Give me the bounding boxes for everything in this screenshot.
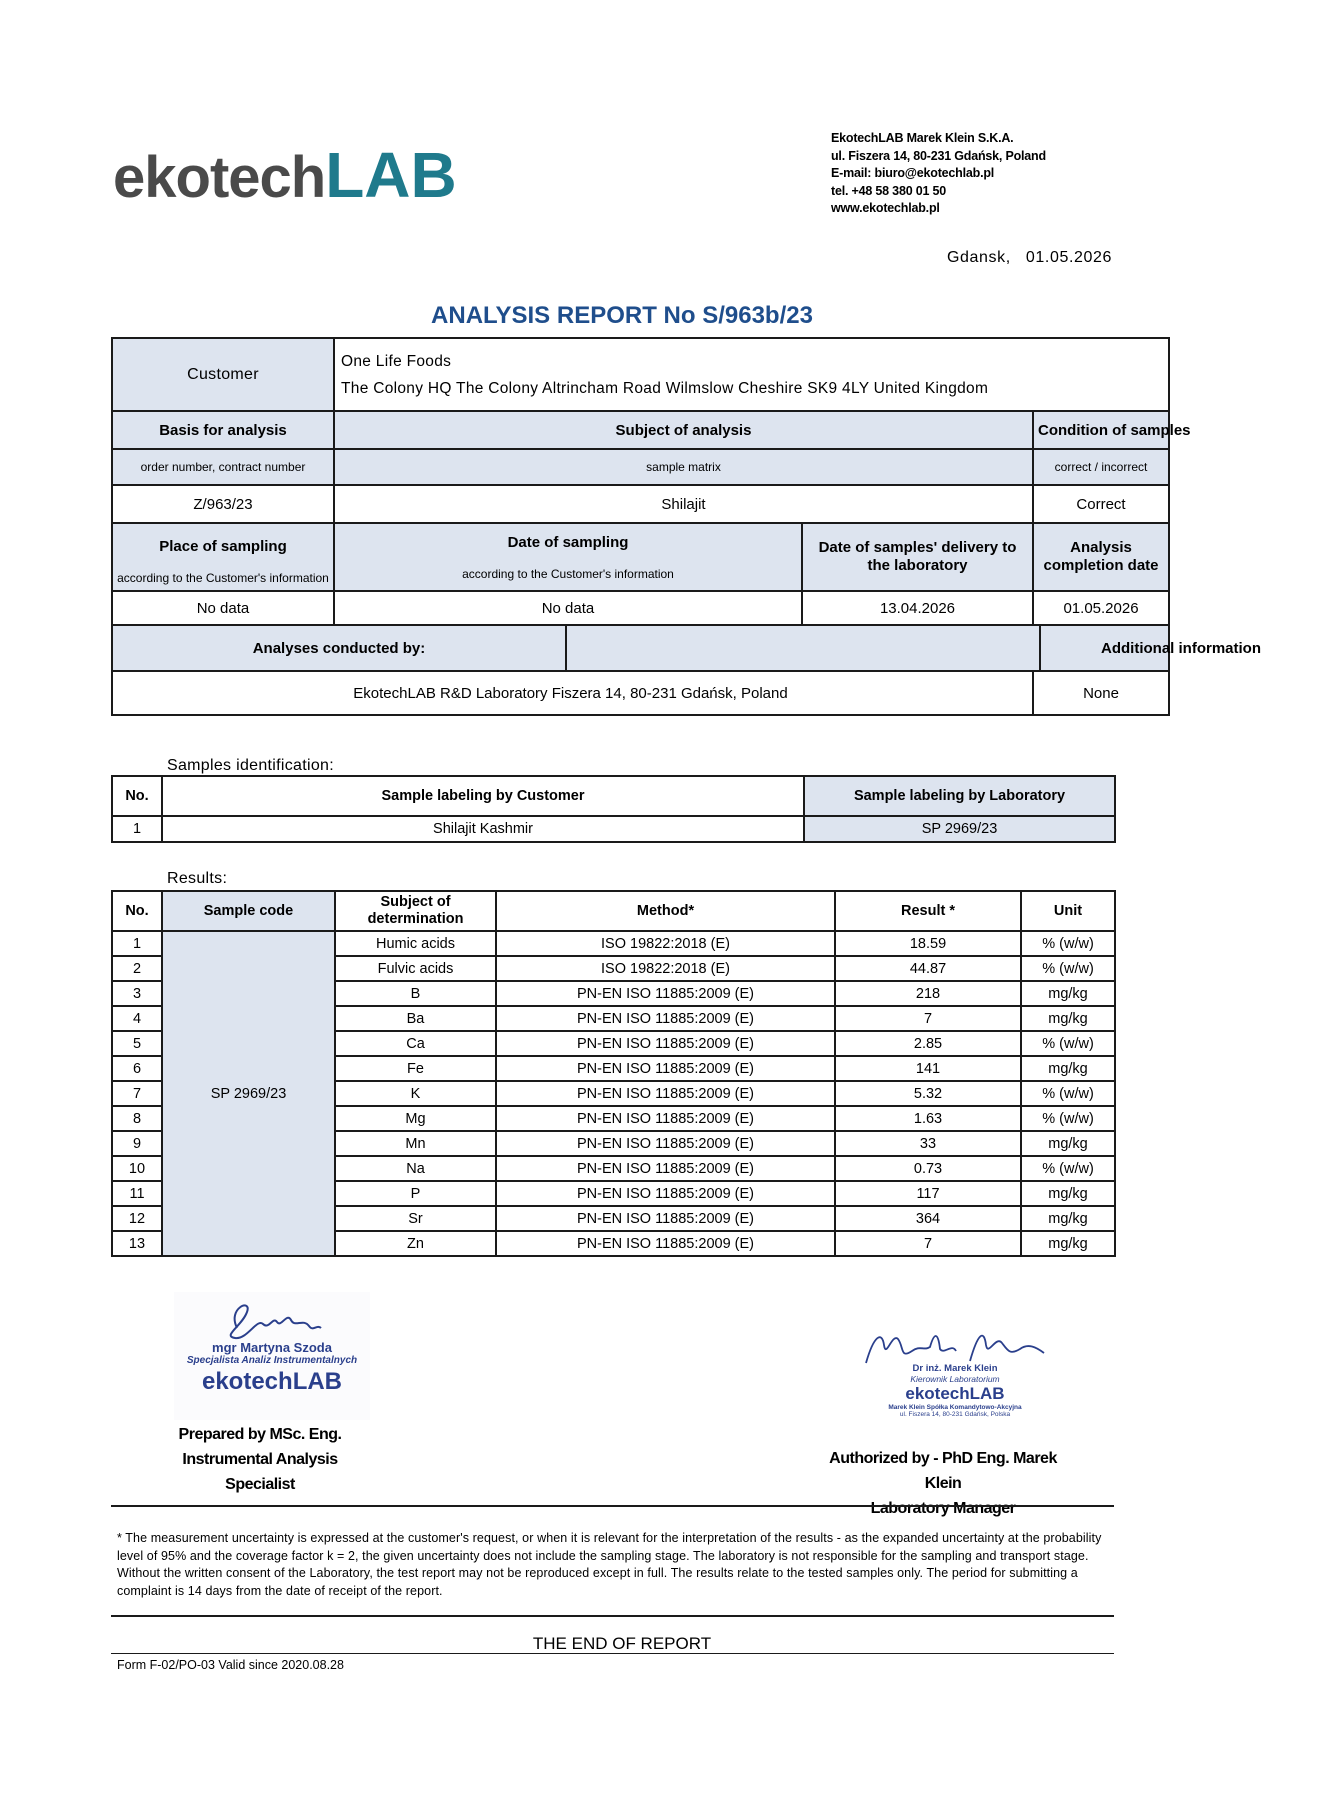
result-unit: % (w/w) — [1021, 1031, 1115, 1056]
result-value: 5.32 — [835, 1081, 1021, 1106]
result-subject: Sr — [335, 1206, 496, 1231]
result-value: 218 — [835, 981, 1021, 1006]
result-unit: mg/kg — [1021, 1206, 1115, 1231]
results-section-label: Results: — [167, 870, 228, 887]
conducted-label: Analyses conducted by: — [112, 625, 566, 671]
result-method: PN-EN ISO 11885:2009 (E) — [496, 1156, 835, 1181]
result-value: 7 — [835, 1231, 1021, 1256]
results-table — [111, 890, 1116, 1257]
result-subject: Ca — [335, 1031, 496, 1056]
condition-label: Condition of samples — [1033, 411, 1169, 449]
authorized-by-line-1: Authorized by - PhD Eng. Marek Klein — [829, 1450, 1057, 1492]
result-subject: Fulvic acids — [335, 956, 496, 981]
delivery-value: 13.04.2026 — [802, 592, 1032, 624]
prepared-by-line-1: Prepared by MSc. Eng. — [178, 1426, 342, 1443]
result-method: PN-EN ISO 11885:2009 (E) — [496, 1106, 835, 1131]
samples-header-lab: Sample labeling by Laboratory — [804, 776, 1115, 816]
result-subject: B — [335, 981, 496, 1006]
company-address: ul. Fiszera 14, 80-231 Gdańsk, Poland — [831, 148, 1046, 163]
condition-value: Correct — [1033, 485, 1169, 523]
result-method: PN-EN ISO 11885:2009 (E) — [496, 1181, 835, 1206]
result-subject: Mg — [335, 1106, 496, 1131]
result-subject: Humic acids — [335, 931, 496, 956]
result-value: 364 — [835, 1206, 1021, 1231]
prepared-by-line-2: Instrumental Analysis Specialist — [182, 1451, 338, 1493]
results-header-subject: Subject of determination — [335, 891, 496, 931]
conducted-value: EkotechLAB R&D Laboratory Fiszera 14, 80-231 Gdańsk, Poland — [112, 671, 1033, 715]
company-name: EkotechLAB Marek Klein S.K.A. — [831, 131, 1014, 145]
result-subject: Ba — [335, 1006, 496, 1031]
basis-value: Z/963/23 — [112, 485, 334, 523]
company-phone: tel. +48 58 380 01 50 — [831, 183, 946, 198]
place-value: No data — [112, 591, 334, 625]
footnote: * The measurement uncertainty is expressed at the customer's request, or when it is relevant for the interpretation of the results - as the expanded uncertainty at the probability level of 95% and the coverage factor k = 2, the given uncertainty does not include the sampling stage. The laboratory is not responsible for the sampling and transport stage. Without the written consent of the Laboratory, the test report may not be reproduced except in full. The results relate to the tested samples only. The period for submitting a complaint is 14 days from the date of receipt of the report. — [117, 1531, 1102, 1598]
customer-details — [334, 338, 1169, 411]
company-info — [831, 130, 1046, 218]
result-unit: % (w/w) — [1021, 1081, 1115, 1106]
date-value: No data — [541, 599, 595, 617]
result-unit: mg/kg — [1021, 1056, 1115, 1081]
result-subject: Fe — [335, 1056, 496, 1081]
specialist-stamp — [174, 1292, 370, 1420]
divider — [111, 1653, 1114, 1654]
completion-value: 01.05.2026 — [1033, 591, 1169, 625]
result-no: 4 — [112, 1006, 162, 1031]
result-subject: K — [335, 1081, 496, 1106]
manager-stamp-name: Dr inż. Marek Klein — [912, 1363, 998, 1374]
result-value: 141 — [835, 1056, 1021, 1081]
results-header-result: Result * — [835, 891, 1021, 931]
date-sub: according to the Customer's information — [462, 566, 674, 581]
divider — [111, 1505, 1114, 1507]
result-no: 9 — [112, 1131, 162, 1156]
basis-sub: order number, contract number — [112, 449, 334, 485]
result-subject: P — [335, 1181, 496, 1206]
company-web: www.ekotechlab.pl — [831, 201, 940, 215]
manager-stamp-address: ul. Fiszera 14, 80-231 Gdańsk, Polska — [899, 1411, 1011, 1418]
result-method: PN-EN ISO 11885:2009 (E) — [496, 1231, 835, 1256]
result-subject: Mn — [335, 1131, 496, 1156]
result-no: 5 — [112, 1031, 162, 1056]
result-value: 7 — [835, 1006, 1021, 1031]
result-unit: mg/kg — [1021, 1231, 1115, 1256]
end-of-report: THE END OF REPORT — [532, 1634, 712, 1653]
result-method: ISO 19822:2018 (E) — [496, 956, 835, 981]
basis-label: Basis for analysis — [112, 411, 334, 449]
sample-no: 1 — [112, 816, 162, 842]
result-no: 6 — [112, 1056, 162, 1081]
result-no: 10 — [112, 1156, 162, 1181]
specialist-stamp-title: Specjalista Analiz Instrumentalnych — [186, 1355, 358, 1366]
result-unit: mg/kg — [1021, 1181, 1115, 1206]
report-info-table — [111, 337, 1261, 716]
result-method: PN-EN ISO 11885:2009 (E) — [496, 1031, 835, 1056]
place-header — [112, 523, 334, 591]
result-unit: % (w/w) — [1021, 931, 1115, 956]
result-sample-code: SP 2969/23 — [162, 931, 335, 1256]
result-value: 44.87 — [835, 956, 1021, 981]
result-value: 2.85 — [835, 1031, 1021, 1056]
specialist-stamp-logo: ekotechLAB — [201, 1368, 343, 1395]
result-method: ISO 19822:2018 (E) — [496, 931, 835, 956]
report-title: ANALYSIS REPORT No S/963b/23 — [431, 302, 813, 329]
divider — [111, 1615, 1114, 1617]
customer-name: One Life Foods — [341, 352, 452, 370]
result-value: 1.63 — [835, 1106, 1021, 1131]
results-body — [112, 931, 1115, 1256]
subject-label: Subject of analysis — [334, 411, 1033, 449]
samples-table — [111, 775, 1116, 843]
table-row — [112, 931, 1115, 956]
result-value: 0.73 — [835, 1156, 1021, 1181]
results-header-unit: Unit — [1021, 891, 1115, 931]
result-method: PN-EN ISO 11885:2009 (E) — [496, 981, 835, 1006]
result-subject: Na — [335, 1156, 496, 1181]
result-unit: mg/kg — [1021, 1006, 1115, 1031]
subject-sub: sample matrix — [334, 449, 1033, 485]
result-no: 11 — [112, 1181, 162, 1206]
specialist-signature-image — [217, 1298, 327, 1344]
sample-customer-label: Shilajit Kashmir — [162, 816, 804, 842]
form-reference: Form F-02/PO-03 Valid since 2020.08.28 — [117, 1658, 344, 1672]
samples-header-customer: Sample labeling by Customer — [162, 776, 804, 816]
result-unit: % (w/w) — [1021, 1106, 1115, 1131]
completion-label: Analysis completion date — [1033, 523, 1169, 591]
date-label: Date of sampling — [507, 533, 629, 551]
result-unit: % (w/w) — [1021, 956, 1115, 981]
result-no: 1 — [112, 931, 162, 956]
additional-header — [566, 625, 1261, 671]
result-unit: mg/kg — [1021, 1131, 1115, 1156]
delivery-label: Date of samples' delivery to the laboratory — [802, 524, 1032, 590]
result-value: 117 — [835, 1181, 1021, 1206]
condition-sub: correct / incorrect — [1033, 449, 1169, 485]
specialist-stamp-name: mgr Martyna Szoda — [212, 1340, 332, 1355]
authorized-by-line-2: Laboratory Manager — [870, 1500, 1016, 1517]
city-date: Gdansk, 01.05.2026 — [947, 249, 1112, 266]
manager-stamp — [855, 1325, 1055, 1437]
result-subject: Zn — [335, 1231, 496, 1256]
result-value: 33 — [835, 1131, 1021, 1156]
ekotechlab-logo: ekotechLAB — [113, 139, 457, 211]
customer-label: Customer — [112, 338, 334, 411]
additional-label: Additional information — [1040, 626, 1321, 670]
results-header-sample-code: Sample code — [162, 891, 335, 931]
place-label: Place of sampling — [159, 537, 287, 555]
additional-value: None — [1033, 671, 1169, 715]
result-no: 3 — [112, 981, 162, 1006]
table-row — [112, 816, 1115, 842]
company-email: E-mail: biuro@ekotechlab.pl — [831, 166, 995, 180]
result-no: 8 — [112, 1106, 162, 1131]
result-unit: mg/kg — [1021, 981, 1115, 1006]
result-no: 13 — [112, 1231, 162, 1256]
result-no: 12 — [112, 1206, 162, 1231]
result-unit: % (w/w) — [1021, 1156, 1115, 1181]
date-header — [334, 523, 1033, 591]
results-header-no: No. — [112, 891, 162, 931]
manager-stamp-company: Marek Klein Spółka Komandytowo-Akcyjna — [888, 1404, 1022, 1411]
manager-stamp-title: Kierownik Laboratorium — [910, 1374, 1000, 1384]
result-value: 18.59 — [835, 931, 1021, 956]
authorized-by-caption — [818, 1446, 1068, 1521]
result-no: 7 — [112, 1081, 162, 1106]
sample-lab-label: SP 2969/23 — [804, 816, 1115, 842]
results-header-method: Method* — [496, 891, 835, 931]
result-no: 2 — [112, 956, 162, 981]
result-method: PN-EN ISO 11885:2009 (E) — [496, 1006, 835, 1031]
result-method: PN-EN ISO 11885:2009 (E) — [496, 1056, 835, 1081]
samples-section-label: Samples identification: — [167, 757, 334, 774]
result-method: PN-EN ISO 11885:2009 (E) — [496, 1131, 835, 1156]
prepared-by-caption — [150, 1422, 370, 1497]
result-method: PN-EN ISO 11885:2009 (E) — [496, 1081, 835, 1106]
samples-header-no: No. — [112, 776, 162, 816]
place-sub: according to the Customer's information — [117, 570, 329, 585]
result-method: PN-EN ISO 11885:2009 (E) — [496, 1206, 835, 1231]
manager-stamp-logo: ekotechLAB — [905, 1384, 1005, 1403]
date-values — [334, 591, 1033, 625]
customer-address: The Colony HQ The Colony Altrincham Road Wilmslow Cheshire SK9 4LY United Kingdom — [341, 379, 989, 397]
subject-value: Shilajit — [334, 485, 1033, 523]
